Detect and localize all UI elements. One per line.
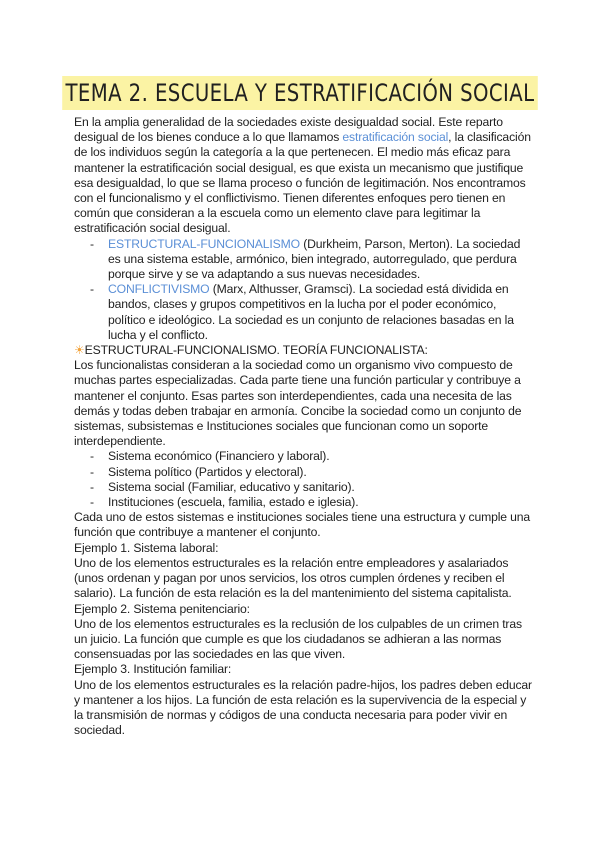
page-title: TEMA 2. ESCUELA Y ESTRATIFICACIÓN SOCIAL bbox=[62, 76, 538, 110]
approach-term: CONFLICTIVISMO bbox=[108, 282, 210, 297]
sun-icon: ☀ bbox=[74, 343, 85, 358]
bullet-dash: - bbox=[90, 449, 94, 464]
system-text: Instituciones (escuela, familia, estado e iglesia). bbox=[108, 495, 359, 510]
list-item bbox=[74, 480, 532, 495]
list-item bbox=[74, 282, 532, 343]
intro-paragraph bbox=[74, 115, 532, 237]
title-wrap bbox=[0, 76, 600, 110]
approach-text: (Marx, Althusser, Gramsci). La sociedad está dividida en bandos, clases y grupos competitivos en la lucha por el poder económico, político e ideológico. La sociedad es un conjunto de relaciones basadas en la lucha y el conflicto. bbox=[108, 282, 514, 342]
example-heading: Ejemplo 2. Sistema penitenciario: bbox=[74, 601, 250, 616]
example-text: Uno de los elementos estructurales es la reclusión de los culpables de un crimen tras un juicio. La función que cumple es que los ciudadanos se adhieran a las normas consensuadas por las sociedades en las que viven. bbox=[74, 616, 522, 662]
after-list-paragraph: Cada uno de estos sistemas e instituciones sociales tiene una estructura y cumple una función que contribuye a mantener el conjunto. bbox=[74, 510, 531, 540]
list-item bbox=[74, 495, 532, 510]
example-text: Uno de los elementos estructurales es la relación padre-hijos, los padres deben educar y mantener a los hijos. La función de esta relación es la supervivencia de la especial y la transmisión de normas y códigos de una conducta necesaria para poder vivir en sociedad. bbox=[74, 677, 532, 738]
bullet-dash: - bbox=[90, 464, 94, 479]
example-heading: Ejemplo 3. Institución familiar: bbox=[74, 662, 232, 677]
systems-list bbox=[74, 449, 532, 510]
bullet-dash: - bbox=[90, 236, 94, 251]
example-text: Uno de los elementos estructurales es la relación entre empleadores y asalariados (unos ordenan y pagan por unos servicios, los otros cumplen órdenes y reciben el salario). La función de esta relación es la del mantenimiento del sistema capitalista. bbox=[74, 555, 512, 601]
list-item bbox=[74, 465, 532, 480]
intro-text-before: En la amplia generalidad de la sociedades existe desigualdad social. Este reparto desigual de los bienes conduce a lo que llamamos bbox=[74, 115, 503, 145]
intro-term: estratificación social bbox=[342, 130, 449, 145]
bullet-dash: - bbox=[90, 479, 94, 494]
section-heading-text: ESTRUCTURAL-FUNCIONALISMO. TEORÍA FUNCIONALISTA: bbox=[84, 343, 428, 358]
intro-text-after: , la clasificación de los individuos según la categoría a la que pertenecen. El medio más eficaz para mantener la estratificación social desigual, es que exista un mecanismo que justifique esa desigualdad, lo que se llama proceso o función de legitimación. Nos encontramos con el funcionalismo y el conflictivismo. Tienen diferentes enfoques pero tienen en común que consideran a la escuela como un elemento clave para legitimar la estratificación social desigual. bbox=[74, 130, 531, 236]
system-text: Sistema político (Partidos y electoral). bbox=[108, 464, 307, 479]
section-heading bbox=[74, 343, 532, 358]
approach-term: ESTRUCTURAL-FUNCIONALISMO bbox=[108, 236, 300, 251]
example-heading: Ejemplo 1. Sistema laboral: bbox=[74, 540, 219, 555]
list-item bbox=[74, 237, 532, 283]
system-text: Sistema social (Familiar, educativo y sanitario). bbox=[108, 479, 355, 494]
approaches-list bbox=[74, 237, 532, 343]
bullet-dash: - bbox=[90, 282, 94, 297]
bullet-dash: - bbox=[90, 495, 94, 510]
approach-text: (Durkheim, Parson, Merton). La sociedad es una sistema estable, armónico, bien integrado, autorregulado, que perdura porque sirve y se va adaptando a sus nuevas necesidades. bbox=[108, 236, 521, 282]
document-body bbox=[74, 115, 532, 738]
system-text: Sistema económico (Financiero y laboral). bbox=[108, 449, 330, 464]
section-paragraph: Los funcionalistas consideran a la sociedad como un organismo vivo compuesto de muchas partes especializadas. Cada parte tiene una función particular y contribuye a mantener el conjunto. Esas partes son interdependientes, cada una necesita de las demás y todas deben trabajar en armonía. Concibe la sociedad como un conjunto de sistemas, subsistemas e Instituciones sociales que funcionan como un soporte interdependiente. bbox=[74, 358, 522, 449]
list-item bbox=[74, 449, 532, 464]
